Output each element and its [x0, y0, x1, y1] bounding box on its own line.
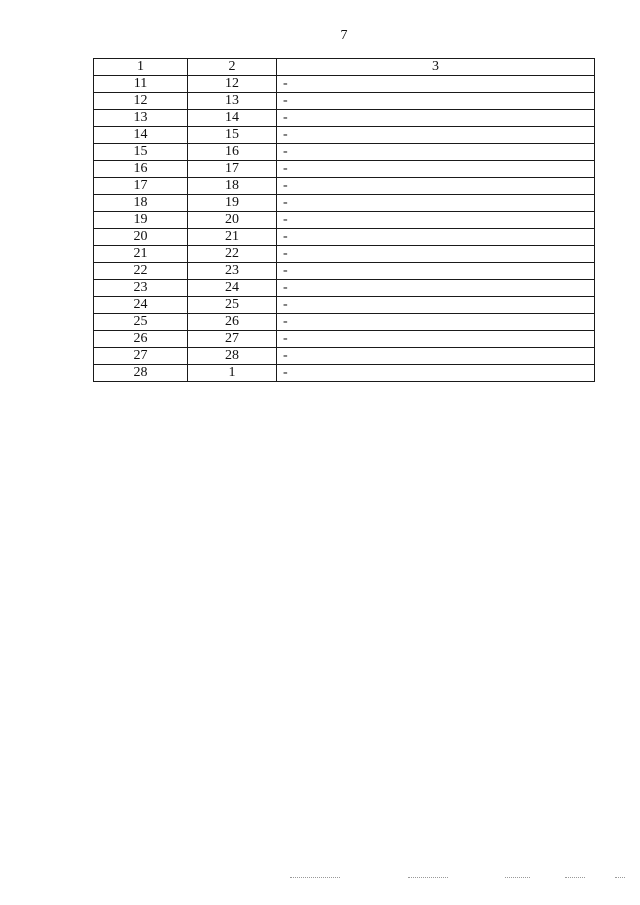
table-cell-col-1: 16: [94, 161, 188, 178]
table-cell-col-3: -: [277, 280, 595, 297]
table-cell-col-2: 21: [188, 229, 277, 246]
table-cell-col-1: 19: [94, 212, 188, 229]
table-cell-col-3: -: [277, 93, 595, 110]
table-cell-col-1: 23: [94, 280, 188, 297]
table-row: [94, 110, 595, 127]
table-row: [94, 314, 595, 331]
table-cell-col-1: 12: [94, 93, 188, 110]
table-cell-col-1: 22: [94, 263, 188, 280]
scan-artifact-marks: [290, 877, 630, 881]
table-row: [94, 144, 595, 161]
table-cell-col-2: 17: [188, 161, 277, 178]
table-cell-col-1: 15: [94, 144, 188, 161]
table-cell-col-1: 11: [94, 76, 188, 93]
table-cell-col-1: 26: [94, 331, 188, 348]
table-cell-col-2: 16: [188, 144, 277, 161]
table-row: [94, 212, 595, 229]
table-cell-col-2: 12: [188, 76, 277, 93]
table-cell-col-2: 19: [188, 195, 277, 212]
table-cell-col-2: 25: [188, 297, 277, 314]
table-row: [94, 161, 595, 178]
data-table: [93, 58, 595, 382]
table-cell-col-2: 13: [188, 93, 277, 110]
table-header-row: [94, 59, 595, 76]
table-cell-col-1: 25: [94, 314, 188, 331]
table-cell-col-1: 18: [94, 195, 188, 212]
table-cell-col-2: 18: [188, 178, 277, 195]
table-row: [94, 178, 595, 195]
table-row: [94, 195, 595, 212]
table-row: [94, 127, 595, 144]
table-cell-col-3: -: [277, 212, 595, 229]
table-row: [94, 246, 595, 263]
column-header-3: 3: [277, 59, 595, 76]
table-cell-col-2: 14: [188, 110, 277, 127]
page-number: 7: [340, 28, 348, 43]
table-cell-col-3: -: [277, 110, 595, 127]
table-row: [94, 76, 595, 93]
table-row: [94, 297, 595, 314]
table-cell-col-1: 20: [94, 229, 188, 246]
table-cell-col-3: -: [277, 348, 595, 365]
table-cell-col-2: 28: [188, 348, 277, 365]
table-cell-col-3: -: [277, 127, 595, 144]
table-cell-col-1: 14: [94, 127, 188, 144]
table-cell-col-3: -: [277, 229, 595, 246]
table-cell-col-2: 26: [188, 314, 277, 331]
table-cell-col-1: 27: [94, 348, 188, 365]
table-row: [94, 263, 595, 280]
table-cell-col-2: 15: [188, 127, 277, 144]
column-header-1: 1: [94, 59, 188, 76]
table-row: [94, 229, 595, 246]
table-cell-col-2: 23: [188, 263, 277, 280]
table-cell-col-1: 24: [94, 297, 188, 314]
table-cell-col-3: -: [277, 314, 595, 331]
table-cell-col-3: -: [277, 195, 595, 212]
table-body: [94, 76, 595, 382]
column-header-2: 2: [188, 59, 277, 76]
table-cell-col-2: 27: [188, 331, 277, 348]
table-cell-col-3: -: [277, 144, 595, 161]
table-cell-col-1: 21: [94, 246, 188, 263]
table-cell-col-3: -: [277, 161, 595, 178]
table-cell-col-3: -: [277, 76, 595, 93]
table-cell-col-2: 20: [188, 212, 277, 229]
table-cell-col-2: 1: [188, 365, 277, 382]
table-cell-col-3: -: [277, 365, 595, 382]
table-cell-col-3: -: [277, 246, 595, 263]
table-row: [94, 93, 595, 110]
table-cell-col-3: -: [277, 178, 595, 195]
table-cell-col-1: 13: [94, 110, 188, 127]
table-cell-col-3: -: [277, 331, 595, 348]
table-row: [94, 365, 595, 382]
table-row: [94, 331, 595, 348]
table-row: [94, 280, 595, 297]
table-cell-col-1: 28: [94, 365, 188, 382]
table-row: [94, 348, 595, 365]
table-cell-col-3: -: [277, 263, 595, 280]
table-cell-col-1: 17: [94, 178, 188, 195]
table-cell-col-3: -: [277, 297, 595, 314]
table-cell-col-2: 22: [188, 246, 277, 263]
table-cell-col-2: 24: [188, 280, 277, 297]
